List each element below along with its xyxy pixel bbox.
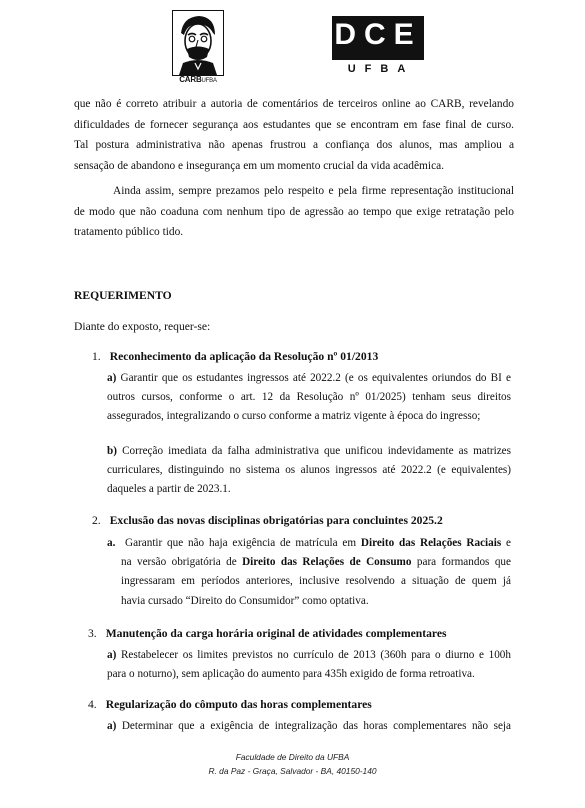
text-line: de modo que não coaduna com nenhum tipo de agressão ao tempo que exige retratação pelo: [74, 205, 514, 218]
text-line: na versão obrigatória de Direito das Relações de Consumo para formandos que: [121, 556, 511, 569]
carb-logo-caption: CARBUFBA: [179, 75, 217, 84]
text-line: Ainda assim, sempre prezamos pelo respeito e pela firme representação institucional: [113, 185, 514, 197]
text-line: Tal postura administrativa não apenas frustrou a confiança dos alunos, mas ampliou a: [74, 139, 514, 151]
text-line: outros cursos, conforme o art. 12 da Resolução nº 01/2025) tenham seus direitos: [107, 391, 511, 404]
footer-line-1: Faculdade de Direito da UFBA: [235, 752, 350, 762]
text-line: tratamento público tido.: [74, 226, 184, 238]
text-line: ingressaram em períodos anteriores, inclusive resolvendo a situação de quem já: [121, 575, 511, 588]
section-lead: Diante do exposto, requer-se:: [74, 320, 211, 333]
intro-paragraph-2: [74, 181, 514, 243]
item-1-a: [107, 369, 511, 427]
carb-portrait-icon: [172, 10, 224, 76]
item-1-b: [107, 442, 511, 500]
item-4-a: [107, 717, 511, 736]
carb-logo: [172, 10, 224, 84]
text-line: a. Garantir que não haja exigência de matrícula em Direito das Relações Raciais e: [107, 537, 511, 549]
text-line: para o noturno), sem aplicação do aumento para 435h exigido de forma retroativa.: [107, 668, 475, 681]
footer-line-2: R. da Paz - Graça, Salvador - BA, 40150-140: [208, 766, 377, 776]
item-2-title: 2. Exclusão das novas disciplinas obrigatórias para concluintes 2025.2: [92, 514, 443, 527]
text-line: havia cursado “Direito do Consumidor” como optativa.: [121, 594, 369, 607]
item-1-title: 1. Reconhecimento da aplicação da Resolução nº 01/2013: [92, 350, 379, 363]
text-line: b) Correção imediata da falha administrativa que unificou indevidamente as matrizes: [107, 445, 511, 457]
item-2-a: [107, 534, 511, 611]
item-3-a: [107, 646, 511, 684]
text-line: a) Restabelecer os limites previstos no currículo de 2013 (360h para o diurno e 100h: [107, 649, 511, 661]
item-3-title: 3. Manutenção da carga horária original de atividades complementares: [88, 627, 447, 640]
text-line: curriculares, distinguindo no sistema os alunos ingressos até 2022.2 (e equivalentes): [107, 464, 511, 477]
text-line: assegurados, integralizando o curso conforme a matriz vigente à época do ingresso;: [107, 410, 481, 423]
section-heading: REQUERIMENTO: [74, 289, 172, 302]
text-line: que não é correto atribuir a autoria de comentários de terceiros online ao CARB, revelando: [74, 98, 514, 110]
dce-logo-subtitle: UFBA: [347, 63, 415, 75]
intro-paragraph-1: [74, 94, 514, 176]
text-line: sensação de abandono e insegurança em um momento crucial da vida acadêmica.: [74, 159, 445, 172]
text-line: a) Determinar que a exigência de integralização das horas complementares não seja: [107, 720, 511, 732]
dce-logo-letters: DCE: [334, 18, 422, 51]
text-line: daqueles a partir de 2023.1.: [107, 483, 231, 496]
text-line: a) Garantir que os estudantes ingressos até 2022.2 (e os equivalentes oriundos do BI e: [107, 372, 511, 384]
text-line: dificuldades de fornecer segurança aos estudantes que se encontram em fase final de curso.: [74, 118, 514, 131]
dce-ufba-logo: [332, 16, 430, 84]
item-4-title: 4. Regularização do cômputo das horas complementares: [88, 698, 372, 711]
